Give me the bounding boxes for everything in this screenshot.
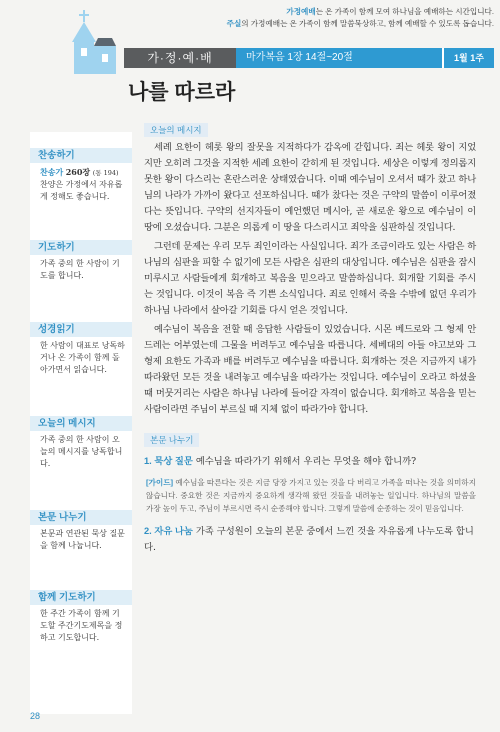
- sidebar-heading: 함께 기도하기: [30, 590, 132, 605]
- header-intro: [178, 6, 494, 30]
- sharing-heading: 본문 나누기: [144, 433, 199, 447]
- order-of-worship-sidebar: [30, 132, 132, 714]
- sidebar-section-pray-together: [30, 590, 132, 644]
- sidebar-text: 찬양은 가정에서 자유롭게 정해도 좋습니다.: [40, 180, 123, 201]
- sidebar-heading: 성경읽기: [30, 322, 132, 337]
- church-icon: [58, 8, 118, 74]
- intro-line-2: 의 가정예배는 온 가족이 함께 말씀묵상하고, 함께 예배할 수 있도록 돕습니다.: [241, 19, 494, 28]
- sidebar-text: 가족 중의 한 사람이 기도를 합니다.: [40, 259, 120, 280]
- hymn-old-number: (통 194): [92, 169, 119, 177]
- question-2-label: 2. 자유 나눔: [144, 526, 193, 536]
- message-paragraph-2: 그런데 문제는 우리 모두 죄인이라는 사실입니다. 죄가 조금이라도 있는 사람은 하나님의 심판을 피할 수 없기에 모든 사람은 심판의 대상입니다. 예수님은 심판을 잠시 미루시고 사람들에게 회개하고 복음을 믿으라고 말씀하십니다. 회개할 기회를 주시는 것입니다. 이것이 복음 즉 기쁜 소식입니다. 죄로 인해서 죽을 수밖에 없던 우리가 하나님 나라에서 살아갈 기회를 다시 얻은 것입니다.: [144, 241, 476, 316]
- sidebar-section-prayer: [30, 240, 132, 282]
- week-badge: 1월 1주: [442, 48, 494, 68]
- page-number: 28: [30, 711, 41, 721]
- sidebar-section-sharing: [30, 510, 132, 552]
- message-paragraph-1: 세례 요한이 헤롯 왕의 잘못을 지적하다가 감옥에 갇힙니다. 죄는 헤롯 왕이 지었지만 오히려 그것을 지적한 세례 요한이 갇히게 된 것입니다. 세상은 이렇게 정의롭지 못한 왕이 다스리는 혼란스러운 상태였습니다. 이때 예수님이 오셔서 때가 찼고 하나님의 나라가 가까이 왔다고 선포하십니다. 때가 찼다는 것은 구약의 말씀이 이루어졌다는 뜻입니다. 구약의 선지자들이 예언했던 메시아, 곧 새로운 왕으로 예수님이 이 땅에 오셨습니다. 그분은 의롭게 이 땅을 다스리시고 죄악을 심판하실 것입니다.: [144, 142, 476, 233]
- question-1-label: 1. 묵상 질문: [144, 456, 193, 466]
- sidebar-heading: 오늘의 메시지: [30, 416, 132, 431]
- sidebar-heading: 기도하기: [30, 240, 132, 255]
- intro-keyword: 가정예배: [286, 7, 316, 16]
- sidebar-section-reading: [30, 322, 132, 376]
- guide-label: [가이드]: [146, 478, 174, 487]
- question-1-text: 예수님을 따라가기 위해서 우리는 무엇을 해야 합니까?: [195, 456, 417, 467]
- sidebar-text: 한 주간 가족이 함께 기도할 주간기도제목을 정하고 기도합니다.: [40, 609, 123, 642]
- question-2-text: 가족 구성원이 오늘의 본문 중에서 느낀 것을 자유롭게 나누도록 합니다.: [144, 526, 474, 553]
- sidebar-section-message: [30, 416, 132, 470]
- hymn-label: 찬송가: [40, 168, 64, 177]
- intro-keyword: 주실: [226, 19, 242, 28]
- sidebar-section-hymn: [30, 148, 132, 203]
- question-2: [144, 523, 476, 556]
- worship-tag: 가·정·예·배: [124, 48, 236, 68]
- message-heading: 오늘의 메시지: [144, 123, 208, 137]
- sidebar-text: 본문과 연관된 묵상 질문을 함께 나눕니다.: [40, 529, 125, 550]
- sidebar-heading: 본문 나누기: [30, 510, 132, 525]
- page-title: 나를 따르라: [128, 81, 236, 104]
- scripture-reference: 마가복음 1장 14절~20절: [236, 48, 442, 68]
- sidebar-heading: 찬송하기: [30, 148, 132, 163]
- message-paragraph-3: 예수님이 복음을 전할 때 응답한 사람들이 있었습니다. 시몬 베드로와 그 형제 안드레는 어부였는데 그물을 버려두고 예수님을 따릅니다. 세베대의 아들 야고보와 그 형제 요한도 가족과 배를 버려두고 예수님을 따릅니다. 회개하는 것은 지금까지 내가 따라왔던 모든 것을 내려놓고 예수님을 따라가는 것입니다. 예수님이 오라고 하셨을 때 머뭇거리는 사람은 하나님 나라에 들어갈 자격이 없습니다. 회개하고 복음을 믿는 사람이라면 주님이 부르실 때 지체 없이 따라가야 합니다.: [144, 324, 476, 415]
- hymn-number: 260장: [65, 167, 91, 177]
- guide-body: 예수님을 따른다는 것은 지금 당장 가지고 있는 것을 다 버리고 가족을 떠나는 것을 의미하지 않습니다. 중요한 것은 지금까지 중요하게 생각해 왔던 것들을 내려놓는 일입니다. 하나님의 말씀을 가장 높이 두고, 주님이 부르시면 즉시 순종해야 합니다. 그렇게 말씀에 순종하는 것이 믿음입니다.: [146, 478, 476, 513]
- main-content: [144, 118, 476, 556]
- guide-text: [146, 476, 476, 515]
- sidebar-text: 가족 중의 한 사람이 오늘의 메시지를 낭독합니다.: [40, 435, 123, 468]
- sidebar-text: 한 사람이 대표로 낭독하거나 온 가족이 함께 돌아가면서 읽습니다.: [40, 341, 125, 374]
- question-1: [144, 453, 476, 470]
- intro-line-1: 는 온 가족이 함께 모여 하나님을 예배하는 시간입니다.: [315, 7, 494, 16]
